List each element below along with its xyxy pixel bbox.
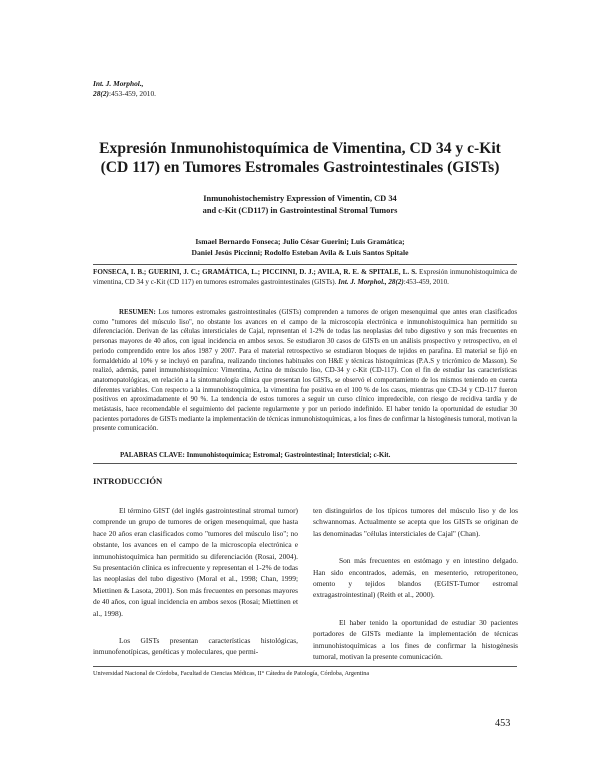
journal-pages: :453-459, 2010. [109,88,157,98]
english-title-line-2: and c-Kit (CD117) in Gastrointestinal Stromal Tumors [202,206,398,215]
body-right-paragraph-2: Son más frecuentes en estómago y en intestino delgado. Han sido encontrados, además, en mesenterio, retroperitoneo, omento y tejidos blandos (EGIST-Tumor estromal extragastrointestinal) (Reith et al., 2000). [313,556,518,600]
journal-issue: 28(2) [93,88,110,98]
affiliation: Universidad Nacional de Córdoba, Facultad de Ciencias Médicas, II° Cátedra de Patología, Córdoba, Argentina [93,670,370,677]
body-right-paragraph-1: ten distinguirlos de los típicos tumores del músculo liso y de los schwannomas. Actualmente se acepta que los GISTs se originan de las denominadas "células intersticiales de Cajal" (Chan). [313,506,518,538]
citation-pages: :453-459, 2010. [403,277,449,286]
english-title [100,193,500,217]
abstract [93,308,517,434]
citation-authors: FONSECA, I. B.; GUERINI, J. C.; GRAMÁTICA, L.; PICCINNI, D. J.; AVILA, R. E. & SPITALE, L. S. [93,268,417,276]
author-list [80,236,520,258]
body-left-paragraph-1: El término GIST (del inglés gastrointestinal stromal tumor) comprende un grupo de tumores de origen mesenquimal, que hasta hace 20 años eran clasificados como "tumores del músculo liso"; no obstante, los avances en el campo de la microscopía electrónica e inmunohistoquímica han permitido su diferenciación (Rosai, 2004). Su presentación clínica es infrecuente y representan el 1-2% de todas las neoplasias del tubo digestivo (Moral et al., 1998; Chan, 1999; Miettinen & Lasota, 2001). Son más frecuentes en personas mayores de 40 años, con igual incidencia en ambos sexos (Rosai; Miettinen et al., 1998). [93,506,298,618]
title-line-1: Expresión Inmunohistoquímica de Vimentina, CD 34 y c-Kit [99,140,501,157]
keywords-rule [93,463,517,464]
body-column-right [313,505,518,678]
keywords: PALABRAS CLAVE: Inmunohistoquímica; Estromal; Gastrointestinal; Intersticial; c-Kit. [120,451,391,459]
citation-text: Expresión inmunohistoquímica de vimentina, CD 34 y c-Kit (CD 117) en tumores estromales gastrointestinales (GISTs). [93,268,517,286]
authors-line-1: Ismael Bernardo Fonseca; Julio César Guerini; Luis Gramática; [195,237,405,246]
body-column-left [93,505,298,674]
article-title [60,139,540,177]
body-right-paragraph-3: El haber tenido la oportunidad de estudiar 30 pacientes portadores de GISTs mediante la implementación de técnicas inmunohistoquímicas a los fines de confirmar la histogénesis tumoral, motivan la presente comunicación. [313,617,518,662]
english-title-line-1: Inmunohistochemistry Expression of Vimentin, CD 34 [203,194,397,203]
citation-journal: Int. J. Morphol., 28(2) [338,277,404,286]
abstract-label: RESUMEN: [119,309,156,316]
abstract-text: Los tumores estromales gastrointestinales (GISTs) comprenden a tumores de origen mesenquimal que antes eran clasificados como "tumores del músculo liso", no obstante los avances en el campo de la microscopía electrónica e inmunohistoquímica han permitido su diferenciación. Derivan de las células intersticiales de Cajal, representan el 1-2% de todas las neoplasias del tubo digestivo y son más frecuentes en personas mayores de 40 años, con igual incidencia en ambos sexos. Se estudiaron 30 casos de GISTs en un análisis prospectivo y retrospectivo, en el periodo comprendido entre los años 1987 y 2007. Para el material retrospectivo se estudiaron bloques de tejidos en parafina. El material se fijó en formaldehído al 10% y se incluyó en parafina, realizando tinciones habituales con H&E y técnicas histoquímicas (P.A.S y tricrómico de Masson). Se realizó, además, panel inmunohistoquímico: Vimentina, Actina de músculo liso, CD-34 y c-Kit (CD-117). Con el fin de estudiar las características anatomopatológicas, en relación a la sintomatología clínica que presentan los GISTs, se observó el comportamiento de los mismos teniendo en cuenta diferentes variables. Con respecto a la inmunohistoquímica, la vimentina fue positiva en el 100 % de los casos, mientras que CD-34 y CD-117 fueron positivos en aproximadamente el 90 %. La tendencia de estos tumores a seguir un curso clínico impredecible, con riesgo de recidiva tardía y de metástasis, hace recomendable el seguimiento del paciente regularmente y por un periodo indefinido. El haber tenido la oportunidad de estudiar 30 pacientes portadores de GISTs mediante la implementación de técnicas inmunohistoquímicas, a los fines de confirmar la histogénesis tumoral, motivan la presente comunicación. [93,309,517,433]
page-number: 453 [495,718,511,729]
citation-block [93,268,517,288]
authors-line-2: Daniel Jesús Piccinni; Rodolfo Esteban Avila & Luis Santos Spitale [191,248,409,257]
footer-rule [93,666,517,667]
section-heading: INTRODUCCIÓN [93,476,163,486]
title-line-2: (CD 117) en Tumores Estromales Gastrointestinales (GISTs) [100,159,500,176]
journal-name: Int. J. Morphol., [93,79,144,88]
body-left-paragraph-2: Los GISTs presentan características histológicas, inmunofenotípicas, genéticas y moleculares, que permi- [93,636,298,657]
journal-reference [93,79,156,98]
top-rule [93,264,517,265]
